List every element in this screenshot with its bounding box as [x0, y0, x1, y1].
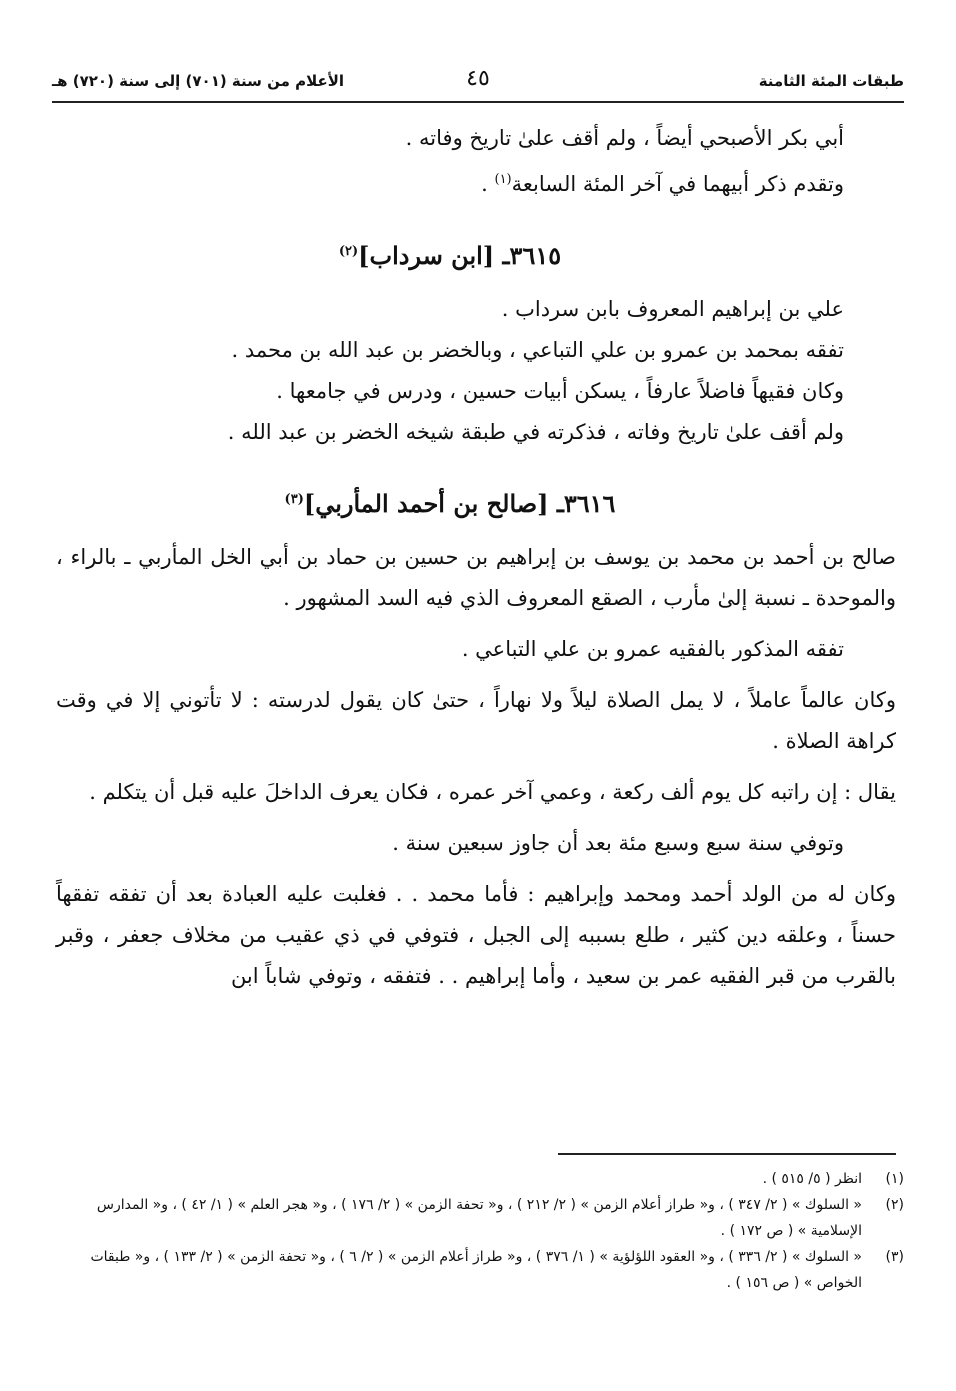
- main-text: [56, 118, 896, 997]
- paragraph: يقال : إن راتبه كل يوم ألف ركعة ، وعمي آخر عمره ، فكان يعرف الداخلَ عليه قبل أن يتكلم .: [89, 780, 896, 804]
- footnote-ref[interactable]: (١): [494, 172, 512, 187]
- header-rule: [52, 101, 904, 103]
- footnote-rule: [558, 1153, 896, 1155]
- footnote-number: (٢): [885, 1197, 904, 1213]
- paragraph: صالح بن أحمد بن محمد بن يوسف بن إبراهيم بن حسين بن حماد بن أبي الخل المأربي ـ بالراء ، والموحدة ـ نسبة إلىٰ مأرب ، الصقع المعروف الذي فيه السد المشهور .: [56, 545, 896, 610]
- heading-text: ٣٦١٦ـ [صالح بن أحمد المأربي]: [303, 489, 616, 518]
- header-section-title: طبقات المئة الثامنة: [758, 72, 904, 90]
- paragraph-text: .: [481, 172, 495, 196]
- footnote-ref[interactable]: (٣): [284, 492, 304, 507]
- footnote: [52, 1244, 904, 1296]
- entry-heading: [56, 453, 844, 537]
- footnote-text: انظر ( ٥/ ٥١٥ ) .: [762, 1171, 862, 1187]
- paragraph: وكان فقيهاً فاضلاً عارفاً ، يسكن أبيات حسين ، ودرس في جامعها .: [276, 379, 844, 403]
- paragraph: [56, 159, 844, 205]
- paragraph: علي بن إبراهيم المعروف بابن سرداب .: [501, 297, 844, 321]
- header-range: الأعلام من سنة (٧٠١) إلى سنة (٧٢٠) هـ: [52, 72, 345, 90]
- page-number: ٤٥: [466, 66, 490, 91]
- paragraph: وكان له من الولد أحمد ومحمد وإبراهيم : فأما محمد . . فغلبت عليه العبادة بعد أن تفقه تفقهاً حسناً ، وعلقه دين كثير ، طلع بسببه إلى الجبل ، فتوفي في ذي عقيب من مخلاف جعفر ، وقبر بالقرب من قبر الفقيه عمر بن سعيد ، وأما إبراهيم . . فتفقه ، وتوفي شاباً ابن: [56, 882, 896, 988]
- footnotes: [52, 1166, 904, 1296]
- footnote: [52, 1166, 904, 1192]
- heading-text: ٣٦١٥ـ [ابن سرداب]: [358, 241, 562, 270]
- paragraph: أبي بكر الأصبحي أيضاً ، ولم أقف علىٰ تاريخ وفاته .: [405, 126, 844, 150]
- footnote-ref[interactable]: (٢): [338, 244, 359, 259]
- footnote-number: (٣): [885, 1249, 904, 1265]
- footnote-text: « السلوك » ( ٢/ ٣٤٧ ) ، و« طراز أعلام الزمن » ( ٢/ ٢١٢ ) ، و« تحفة الزمن » ( ٢/ ١٧٦ ) ، و« هجر العلم » ( ١/ ٤٢ ) ، و« المدارس الإسلامية » ( ص ١٧٢ ) .: [96, 1197, 862, 1239]
- paragraph: تفقه بمحمد بن عمرو بن علي التباعي ، وبالخضر بن عبد الله بن محمد .: [231, 338, 844, 362]
- footnote: [52, 1192, 904, 1244]
- paragraph: وكان عالماً عاملاً ، لا يمل الصلاة ليلاً ولا نهاراً ، حتىٰ كان يقول لدرسته : لا تأتوني إلا في وقت كراهة الصلاة .: [56, 688, 896, 753]
- entry-heading: [56, 205, 844, 289]
- running-header: [52, 66, 904, 100]
- paragraph: ولم أقف علىٰ تاريخ وفاته ، فذكرته في طبقة شيخه الخضر بن عبد الله .: [227, 420, 844, 444]
- paragraph: وتوفي سنة سبع وسبع مئة بعد أن جاوز سبعين سنة .: [392, 831, 844, 855]
- footnote-number: (١): [885, 1171, 904, 1187]
- footnote-text: « السلوك » ( ٢/ ٣٣٦ ) ، و« العقود اللؤلؤية » ( ١/ ٣٧٦ ) ، و« طراز أعلام الزمن » ( ٢/ ٦ ) ، و« تحفة الزمن » ( ٢/ ١٣٣ ) ، و« طبقات الخواص » ( ص ١٥٦ ) .: [90, 1249, 862, 1291]
- paragraph-text: وتقدم ذكر أبيهما في آخر المئة السابعة: [511, 172, 844, 196]
- paragraph: تفقه المذكور بالفقيه عمرو بن علي التباعي .: [461, 637, 844, 661]
